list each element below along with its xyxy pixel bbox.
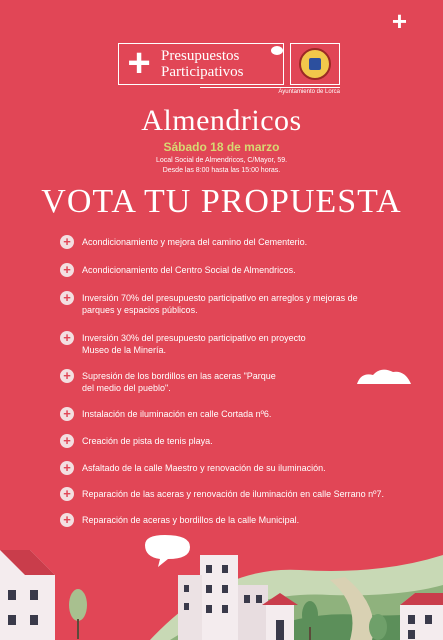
- program-logo: [118, 43, 284, 85]
- event-place: Local Social de Almendricos, C/Mayor, 59.: [155, 157, 288, 164]
- proposal-text: Creación de pista de tenis playa.: [82, 436, 213, 446]
- plus-bullet-icon: +: [60, 331, 74, 345]
- plus-icon: +: [127, 41, 151, 85]
- proposal-text: Supresión de los bordillos en las aceras "Parque del medio del pueblo".: [82, 371, 276, 393]
- proposal-text: Reparación de aceras y bordillos de la calle Municipal.: [82, 515, 300, 525]
- speech-bubble-icon: [271, 46, 283, 55]
- proposal-text: Asfaltado de la calle Maestro y renovación de su iluminación.: [82, 463, 326, 473]
- plus-bullet-icon: +: [60, 407, 74, 421]
- plus-bullet-icon: +: [60, 263, 74, 277]
- proposal-text: Instalación de iluminación en calle Cortada nº6.: [82, 409, 272, 419]
- town-title: Almendricos: [141, 104, 302, 137]
- proposal-text: Acondicionamiento del Centro Social de Almendricos.: [82, 265, 296, 275]
- proposal-text: Inversión 70% del presupuesto participativo en arreglos y mejoras de parques y espacios públicos.: [82, 293, 358, 315]
- proposal-text: Acondicionamiento y mejora del camino del Cementerio.: [82, 237, 308, 247]
- plus-bullet-icon: +: [60, 487, 74, 501]
- logo-title-line1: Presupuestos: [161, 48, 240, 64]
- event-hours: Desde las 8:00 hasta las 15:00 horas.: [162, 167, 281, 174]
- cloud-icon: [355, 366, 413, 386]
- headline: VOTA TU PROPUESTA: [41, 183, 402, 220]
- proposal-text: Reparación de las aceras y renovación de iluminación en calle Serrano nº7.: [82, 489, 384, 499]
- event-date: Sábado 18 de marzo: [163, 140, 280, 154]
- corner-plus-icon: +: [391, 6, 407, 36]
- city-crest: [290, 43, 340, 85]
- village-illustration: [0, 535, 443, 640]
- plus-bullet-icon: +: [60, 434, 74, 448]
- plus-bullet-icon: +: [60, 369, 74, 383]
- logo-title-line2: Participativos: [161, 64, 244, 80]
- logo-subtitle: Ayuntamiento de Lorca: [200, 87, 340, 95]
- plus-bullet-icon: +: [60, 235, 74, 249]
- crest-icon: [299, 48, 331, 80]
- plus-bullet-icon: +: [60, 461, 74, 475]
- proposal-text: Inversión 30% del presupuesto participativo en proyecto Museo de la Minería.: [82, 333, 306, 355]
- plus-bullet-icon: +: [60, 513, 74, 527]
- plus-bullet-icon: +: [60, 291, 74, 305]
